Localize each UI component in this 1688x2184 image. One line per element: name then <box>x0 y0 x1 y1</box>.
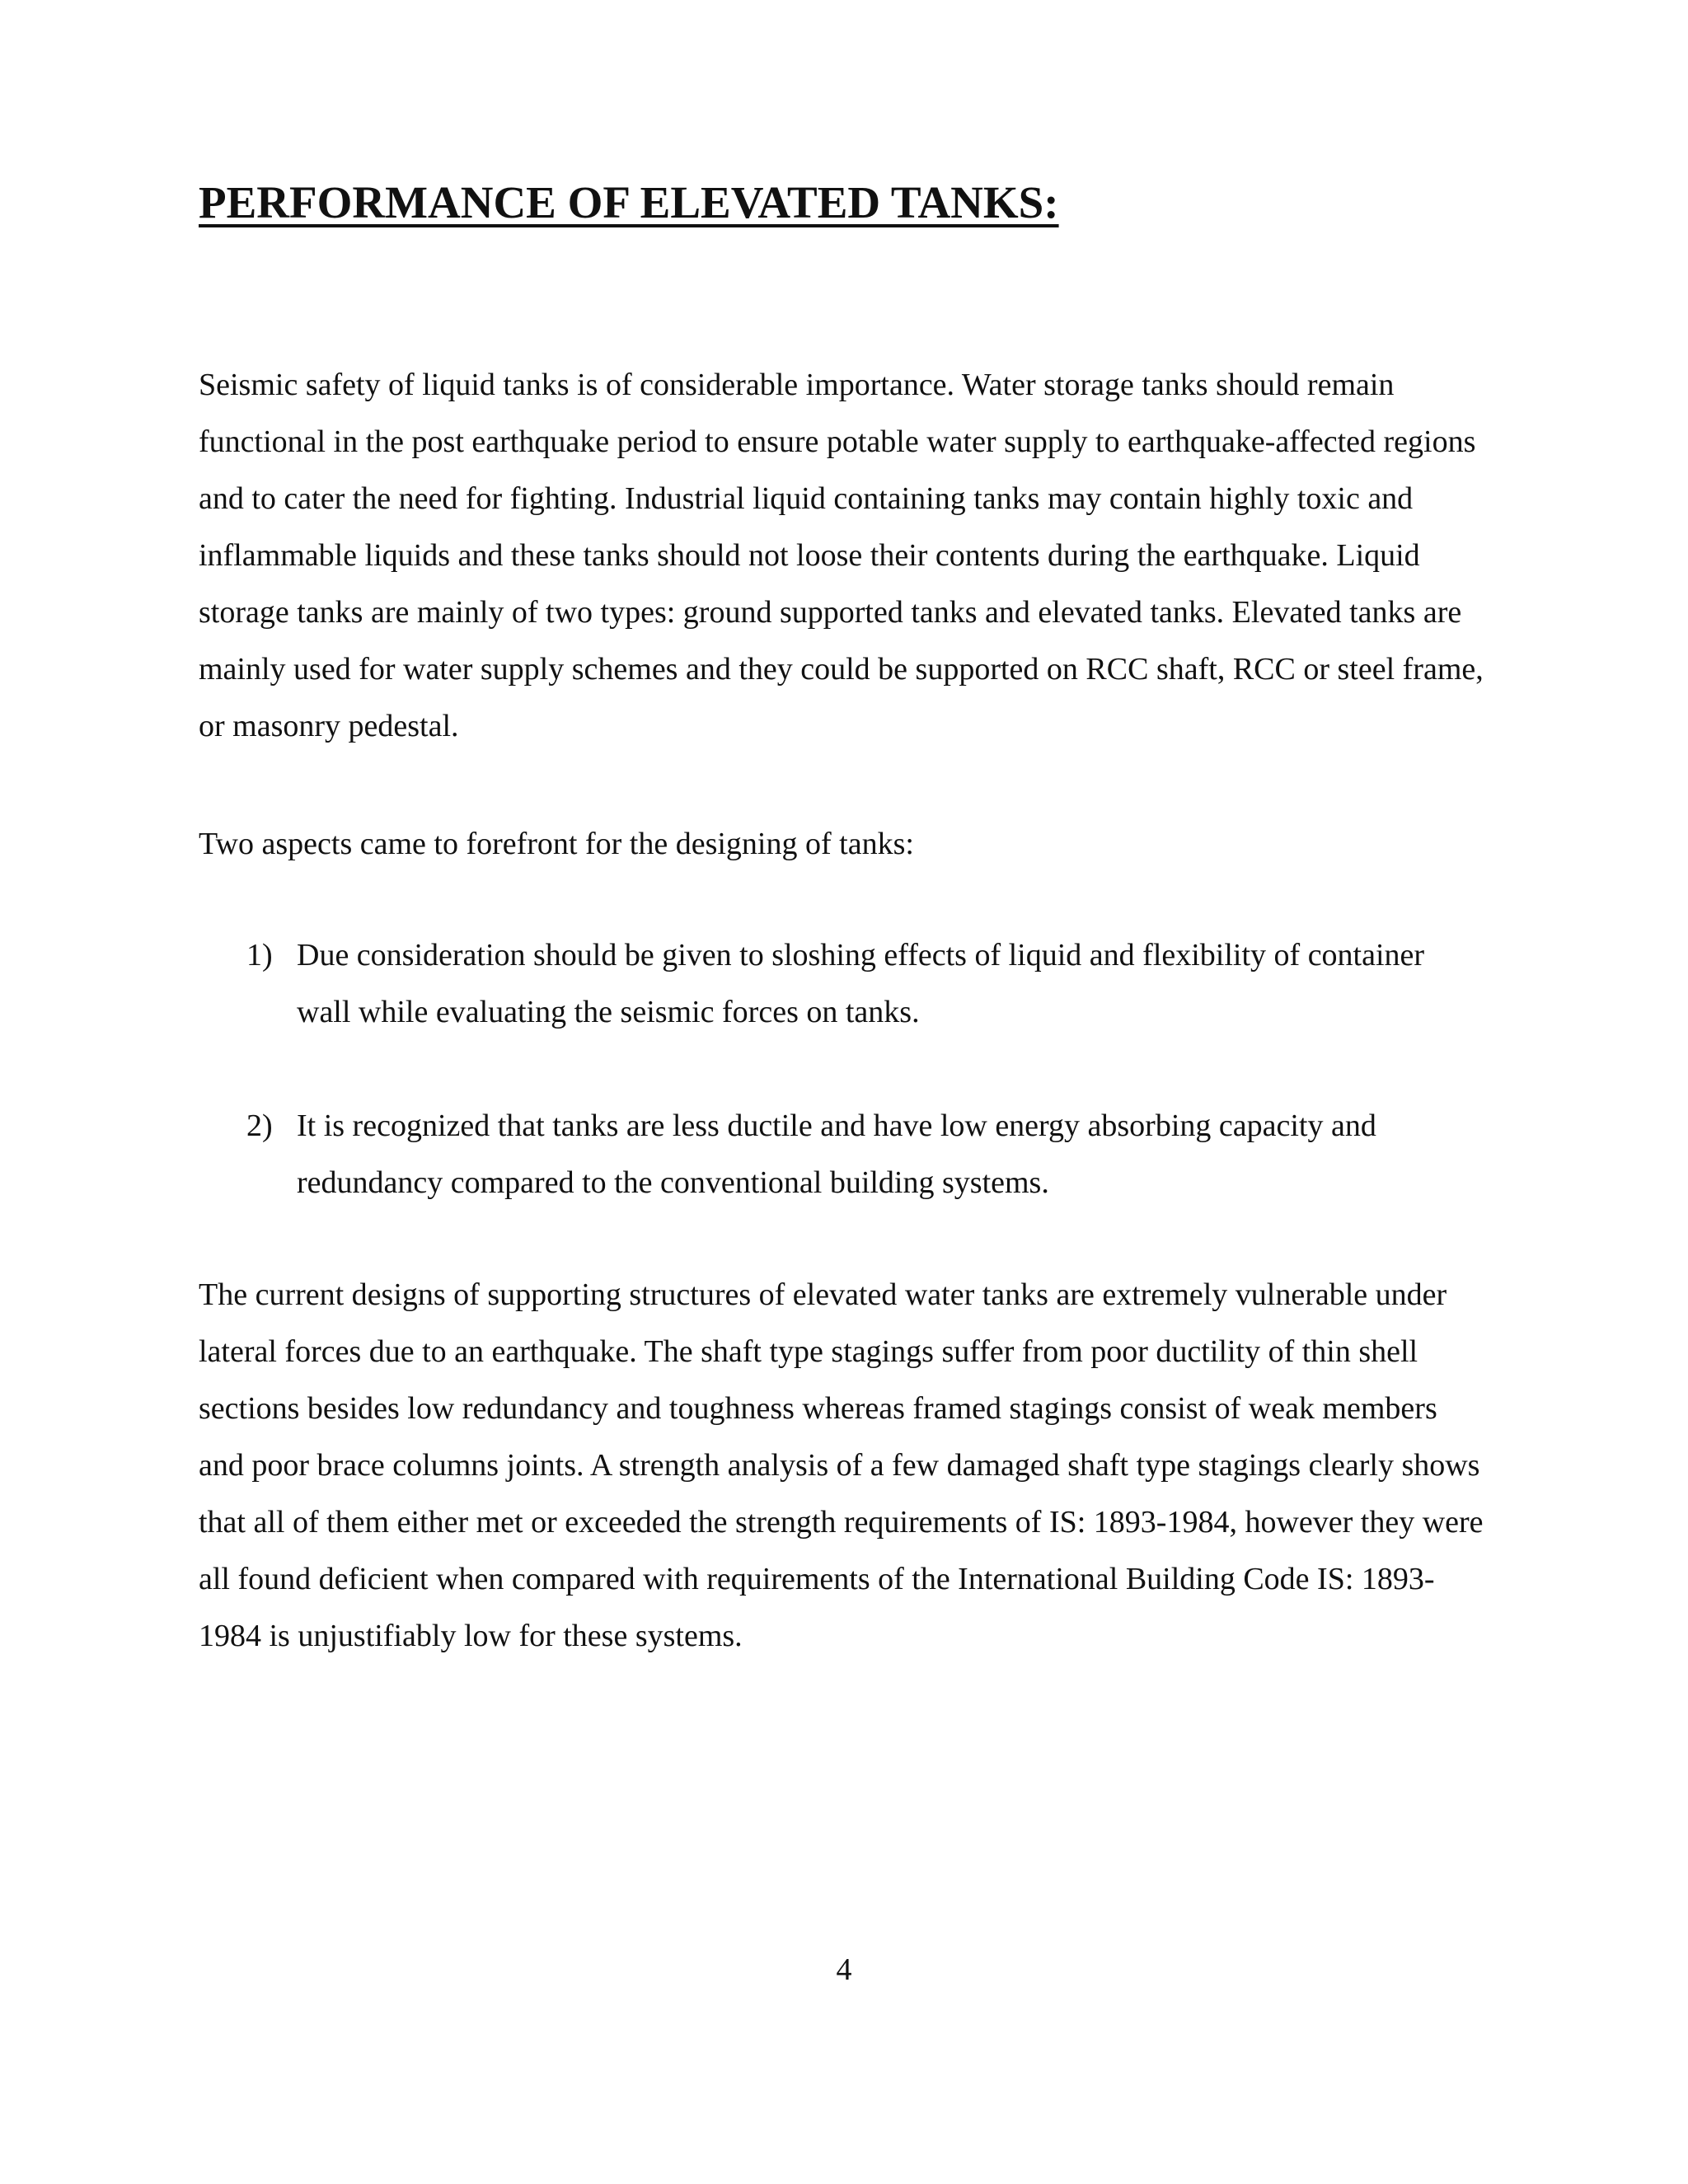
list-item-number: 1) <box>246 938 273 972</box>
page-heading: PERFORMANCE OF ELEVATED TANKS: <box>199 177 1059 227</box>
aspects-intro-paragraph: Two aspects came to forefront for the designing of tanks: <box>199 827 914 861</box>
list-item <box>246 927 1483 1041</box>
page-number: 4 <box>836 1952 852 1987</box>
list-item-text: It is recognized that tanks are less ductile and have low energy absorbing capacity and redundancy compared to the conventional building systems. <box>297 1108 1376 1200</box>
intro-paragraph: Seismic safety of liquid tanks is of considerable importance. Water storage tanks should remain functional in the post earthquake period to ensure potable water supply to earthquake-affected regions and to cater the need for fighting. Industrial liquid containing tanks may contain highly toxic and inflammable liquids and these tanks should not loose their contents during the earthquake. Liquid storage tanks are mainly of two types: ground supported tanks and elevated tanks. Elevated tanks are mainly used for water supply schemes and they could be supported on RCC shaft, RCC or steel frame, or masonry pedestal. <box>199 368 1484 743</box>
list-item <box>246 1098 1483 1212</box>
current-designs-paragraph: The current designs of supporting structures of elevated water tanks are extremely vulnerable under lateral forces due to an earthquake. The shaft type stagings suffer from poor ductility of thin shell sections besides low redundancy and toughness whereas framed stagings consist of weak members and poor brace columns joints. A strength analysis of a few damaged shaft type stagings clearly shows that all of them either met or exceeded the strength requirements of IS: 1893-1984, however they were all found deficient when compared with requirements of the International Building Code IS: 1893-1984 is unjustifiably low for these systems. <box>199 1277 1484 1653</box>
list-item-number: 2) <box>246 1108 273 1143</box>
list-item-text: Due consideration should be given to sloshing effects of liquid and flexibility of container wall while evaluating the seismic forces on tanks. <box>297 938 1425 1029</box>
